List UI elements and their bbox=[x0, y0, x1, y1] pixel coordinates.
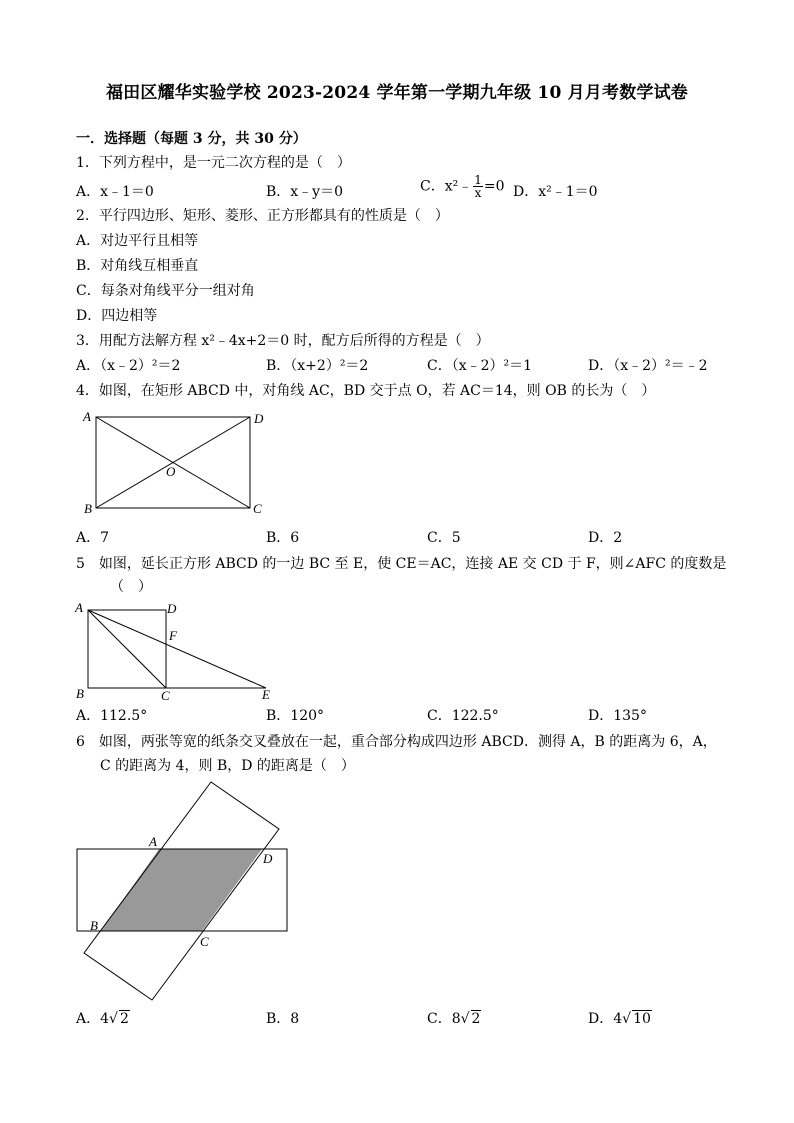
q3-option-a: A．（x﹣2）²＝2 bbox=[76, 358, 181, 374]
q6-d-radicand: 10 bbox=[633, 1011, 651, 1027]
section-heading: 一．选择题（每题 3 分，共 30 分） bbox=[76, 131, 307, 147]
q6-c-sqrt-sign: √ bbox=[460, 1011, 470, 1027]
q1-option-d: D．x²﹣1＝0 bbox=[513, 184, 598, 200]
q6-c-radicand: 2 bbox=[471, 1011, 481, 1027]
q5-label-d: D bbox=[167, 601, 177, 616]
q4-option-b: B．6 bbox=[266, 530, 300, 546]
q5-option-d: D．135° bbox=[588, 708, 647, 724]
q2-option-b: B．对角线互相垂直 bbox=[76, 258, 199, 274]
page-title: 福田区耀华实验学校 2023-2024 学年第一学期九年级 10 月月考数学试卷 bbox=[105, 83, 688, 103]
q1-c-numerator: 1 bbox=[474, 173, 482, 187]
q5-label-a: A bbox=[75, 600, 83, 615]
q4-option-d: D．2 bbox=[588, 530, 623, 546]
q5-option-a: A．112.5° bbox=[76, 708, 148, 724]
q3-stem: 3．用配方法解方程 x²﹣4x+2＝0 时，配方后所得的方程是（ ） bbox=[76, 333, 490, 349]
q1-option-a: A．x﹣1＝0 bbox=[76, 184, 154, 200]
q6-stem: 6 如图，两张等宽的纸条交叉叠放在一起，重合部分构成四边形 ABCD．测得 A，B 的距离为 6，A， bbox=[76, 734, 717, 750]
q5-option-c: C．122.5° bbox=[427, 708, 499, 724]
q6-label-a: A bbox=[149, 834, 157, 849]
q1-c-eq: =0 bbox=[483, 178, 505, 195]
q5-option-b: B．120° bbox=[266, 708, 325, 724]
q4-label-d: D bbox=[254, 411, 264, 426]
q5-label-c: C bbox=[161, 688, 170, 703]
q4-label-a: A bbox=[83, 409, 91, 424]
q5-stem-cont: （ ） bbox=[110, 579, 152, 595]
q5-label-f: F bbox=[169, 628, 177, 643]
q6-label-c: C bbox=[200, 934, 209, 949]
q5-stem: 5 如图，延长正方形 ABCD 的一边 BC 至 E，使 CE＝AC，连接 AE 交 CD 于 F，则∠AFC 的度数是 bbox=[76, 556, 727, 572]
q5-label-e: E bbox=[262, 687, 270, 702]
q1-c-denominator: x bbox=[474, 186, 482, 200]
q4-label-c: C bbox=[253, 501, 262, 516]
q4-label-b: B bbox=[84, 501, 92, 516]
q4-label-o: O bbox=[166, 464, 176, 479]
q2-option-d: D．四边相等 bbox=[76, 308, 158, 324]
q1-c-x2: x² bbox=[444, 178, 459, 195]
q1-stem: 1．下列方程中，是一元二次方程的是（ ） bbox=[76, 155, 351, 171]
q6-a-prefix: A．4 bbox=[76, 1011, 110, 1027]
q4-stem: 4．如图，在矩形 ABCD 中，对角线 AC，BD 交于点 O，若 AC＝14，则 OB 的长为（ ） bbox=[76, 383, 656, 399]
q6-stem-cont: C 的距离为 4，则 B，D 的距离是（ ） bbox=[100, 758, 355, 774]
q3-option-c: C．（x﹣2）²＝1 bbox=[427, 358, 533, 374]
q3-option-b: B．（x+2）²＝2 bbox=[266, 358, 369, 374]
q6-option-c bbox=[427, 1010, 481, 1028]
q6-c-prefix: C．8 bbox=[427, 1011, 461, 1027]
q4-option-c: C．5 bbox=[427, 530, 461, 546]
q6-option-a bbox=[76, 1010, 130, 1028]
q1-c-minus: ﹣ bbox=[458, 178, 473, 195]
q6-option-d bbox=[588, 1010, 652, 1028]
q6-label-b: B bbox=[90, 918, 98, 933]
q6-overlap-rhombus bbox=[101, 849, 262, 931]
q6-option-b: B．8 bbox=[266, 1011, 300, 1027]
q6-d-prefix: D．4 bbox=[588, 1011, 623, 1027]
q2-stem: 2．平行四边形、矩形、菱形、正方形都具有的性质是（ ） bbox=[76, 208, 449, 224]
q1-c-prefix: C． bbox=[420, 178, 445, 195]
q6-a-radicand: 2 bbox=[119, 1011, 129, 1027]
q2-option-a: A．对边平行且相等 bbox=[76, 233, 199, 249]
q6-a-sqrt-sign: √ bbox=[109, 1011, 118, 1027]
q6-d-sqrt-sign: √ bbox=[622, 1011, 632, 1027]
q4-option-a: A．7 bbox=[76, 530, 110, 546]
q1-option-b: B．x﹣y＝0 bbox=[266, 184, 343, 200]
q5-label-b: B bbox=[76, 686, 84, 701]
q6-label-d: D bbox=[263, 851, 273, 866]
q2-option-c: C．每条对角线平分一组对角 bbox=[76, 283, 255, 299]
q3-option-d: D．（x﹣2）²＝﹣2 bbox=[588, 358, 708, 374]
